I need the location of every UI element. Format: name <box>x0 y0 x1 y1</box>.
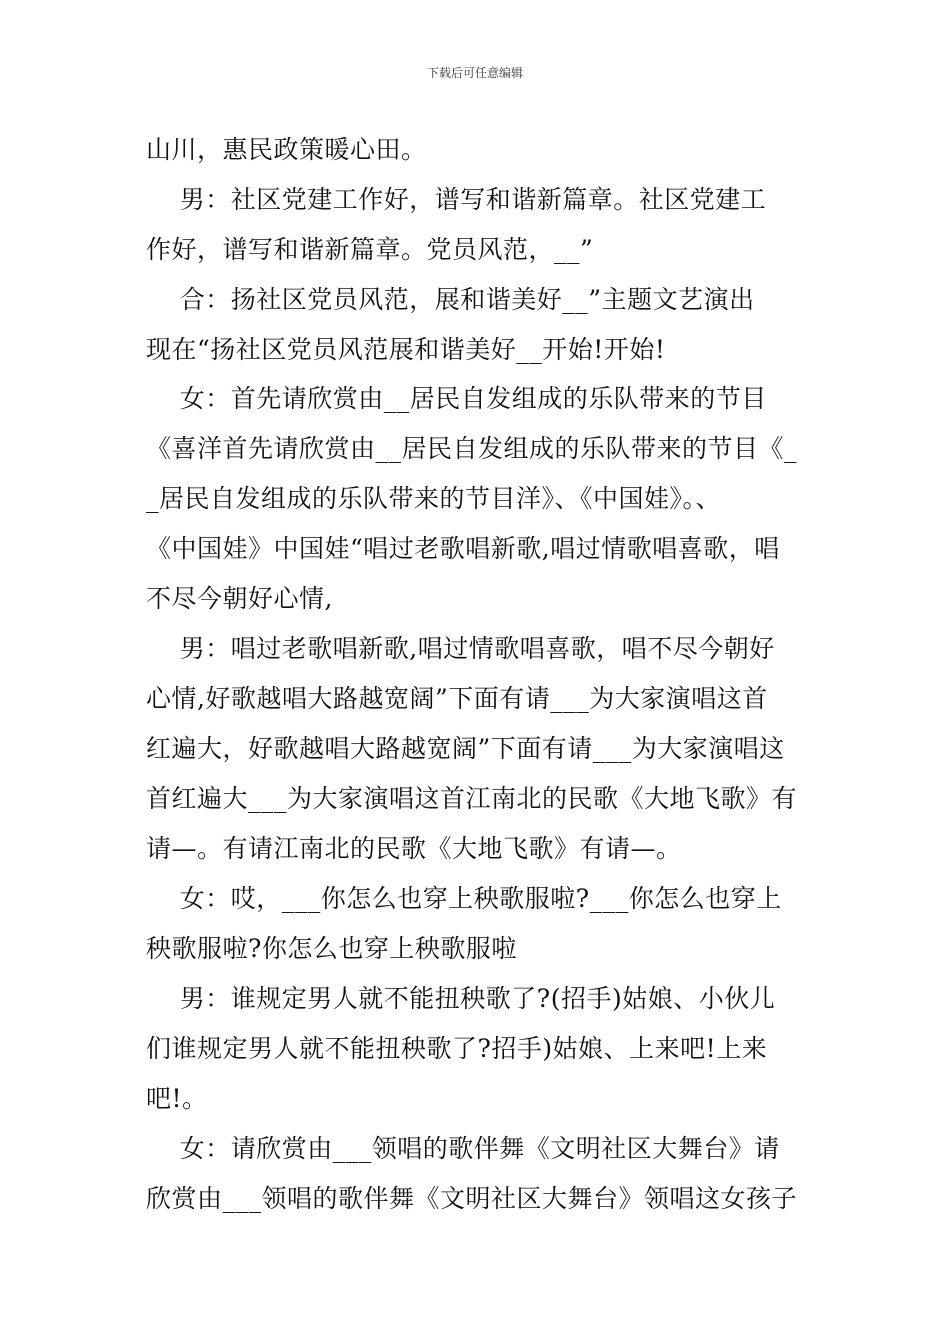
text-line: 山川，惠民政策暖心田。 <box>146 135 427 164</box>
text-line: 女：请欣赏由___领唱的歌伴舞《文明社区大舞台》请 <box>146 1134 780 1163</box>
text-line: 男：社区党建工作好，谱写和谐新篇章。社区党建工 <box>146 185 767 214</box>
text-line: 女：哎，___你怎么也穿上秧歌服啦?___你怎么也穿上 <box>146 884 782 913</box>
text-line: 男：谁规定男人就不能扭秧歌了?(招手)姑娘、小伙儿 <box>146 984 776 1013</box>
text-line: 女：首先请欣赏由__居民自发组成的乐队带来的节目 <box>146 384 767 413</box>
text-line: 秧歌服啦?你怎么也穿上秧歌服啦 <box>146 934 517 963</box>
text-line: 首红遍大___为大家演唱这首江南北的民歌《大地飞歌》有 <box>146 784 798 813</box>
page-header: 下载后可任意编辑 <box>426 66 523 80</box>
text-line: 请—。有请江南北的民歌《大地飞歌》有请—。 <box>146 834 682 863</box>
text-line: _居民自发组成的乐队带来的节目洋》、《中国娃》。、 <box>146 484 722 513</box>
text-line: 现在“扬社区党员风范展和谐美好__开始!开始! <box>146 335 666 364</box>
text-line: 们谁规定男人就不能扭秧歌了?招手)姑娘、上来吧!上来 <box>146 1034 768 1063</box>
text-line: 不尽今朝好心情, <box>146 584 333 613</box>
text-line: 《中国娃》中国娃“唱过老歌唱新歌,唱过情歌唱喜歌，唱 <box>146 534 780 563</box>
text-line: 作好，谱写和谐新篇章。党员风范，__” <box>146 235 594 264</box>
text-line: 男：唱过老歌唱新歌,唱过情歌唱喜歌，唱不尽今朝好 <box>146 634 775 663</box>
text-line: 心情,好歌越唱大路越宽阔”下面有请___为大家演唱这首 <box>146 684 768 713</box>
text-line: 合：扬社区党员风范，展和谐美好__”主题文艺演出 <box>146 285 755 314</box>
text-line: 吧!。 <box>146 1084 208 1113</box>
text-line: 欣赏由___领唱的歌伴舞《文明社区大舞台》领唱这女孩子 <box>146 1184 798 1213</box>
text-line: 《喜洋首先请欣赏由__居民自发组成的乐队带来的节目《_ <box>146 434 798 463</box>
text-line: 红遍大，好歌越唱大路越宽阔”下面有请___为大家演唱这 <box>146 734 785 763</box>
